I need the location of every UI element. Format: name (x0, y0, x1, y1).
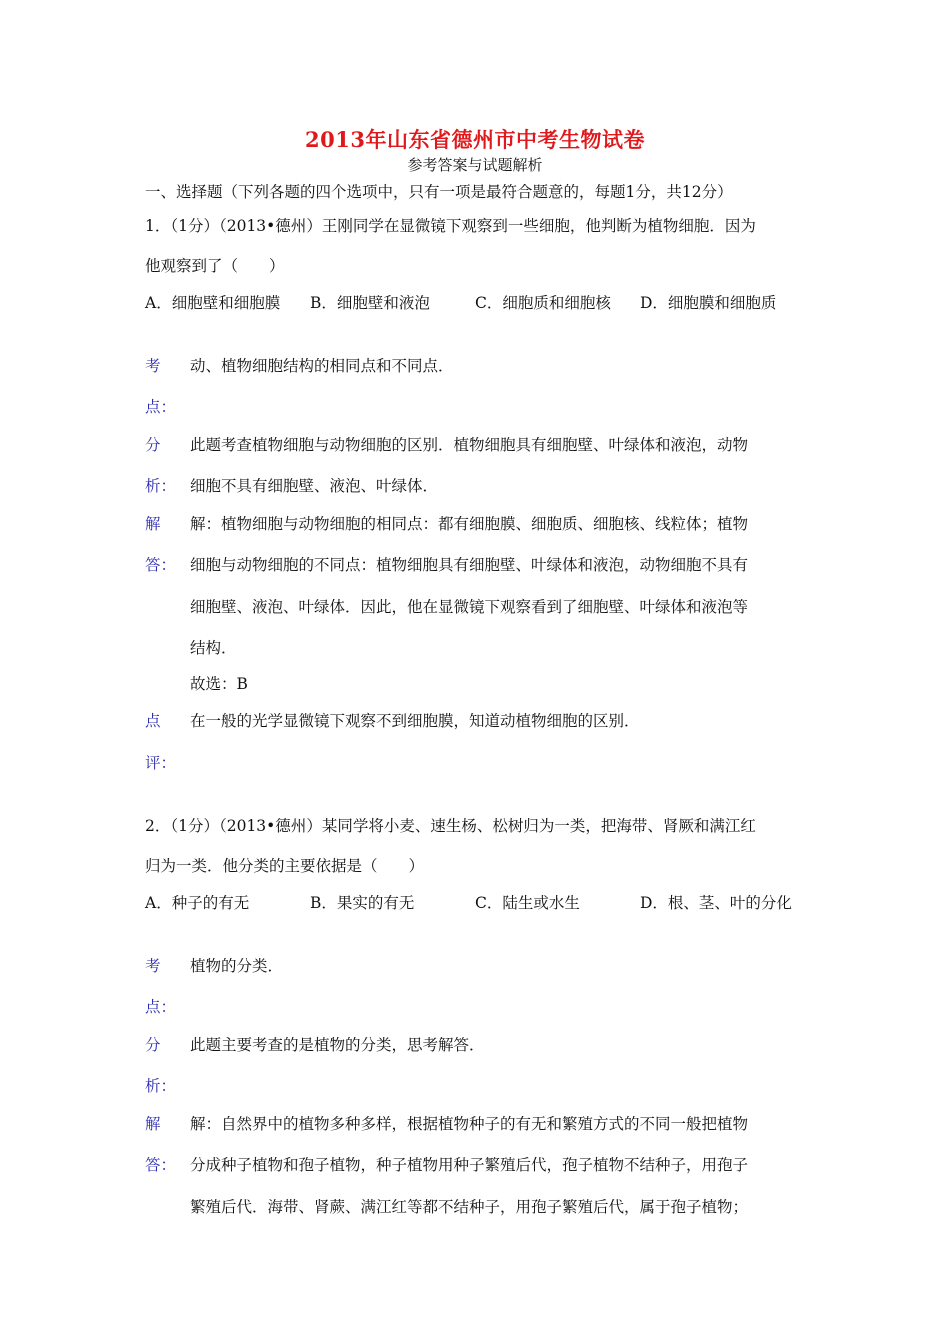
q1-option-a: A．细胞壁和细胞膜 (145, 294, 281, 312)
q2-option-b: B．果实的有无 (310, 894, 415, 912)
q2-jieda-line3: 繁殖后代．海带、肾蕨、满江红等都不结种子，用孢子繁殖后代，属于孢子植物； (190, 1198, 749, 1216)
q2-option-a: A．种子的有无 (145, 894, 250, 912)
q2-jieda-label-1: 解 (145, 1115, 161, 1133)
q1-option-d: D．细胞膜和细胞质 (640, 294, 777, 312)
q2-jieda-label-2: 答： (145, 1156, 177, 1174)
q1-stem-line2: 他观察到了（ ） (145, 257, 285, 275)
q2-fenxi-label-2: 析： (145, 1077, 177, 1095)
q2-kaodian-label-1: 考 (145, 957, 161, 975)
q1-fenxi-line1: 此题考查植物细胞与动物细胞的区别．植物细胞具有细胞壁、叶绿体和液泡，动物 (190, 436, 749, 454)
q2-jieda-line1: 解：自然界中的植物多种多样，根据植物种子的有无和繁殖方式的不同一般把植物 (190, 1115, 749, 1133)
q2-kaodian: 植物的分类． (190, 957, 284, 975)
q2-option-d: D．根、茎、叶的分化 (640, 894, 792, 912)
q2-fenxi-label-1: 分 (145, 1036, 161, 1054)
q1-option-b: B．细胞壁和液泡 (310, 294, 430, 312)
q1-jieda-label-1: 解 (145, 515, 161, 533)
q1-fenxi-label-1: 分 (145, 436, 161, 454)
document-title: 2013年山东省德州市中考生物试卷 (305, 127, 645, 152)
q1-jieda-label-2: 答： (145, 556, 177, 574)
q2-kaodian-label-2: 点： (145, 998, 177, 1016)
q1-dianping: 在一般的光学显微镜下观察不到细胞膜，知道动植物细胞的区别． (190, 712, 640, 730)
q1-stem-line1: 1．（1分）（2013•德州）王刚同学在显微镜下观察到一些细胞，他判断为植物细胞．因为 (145, 217, 756, 235)
q1-kaodian-label-1: 考 (145, 357, 161, 375)
q1-dianping-label-2: 评： (145, 754, 177, 772)
q1-jieda-line4: 结构． (190, 639, 237, 657)
q1-jieda-line3: 细胞壁、液泡、叶绿体．因此，他在显微镜下观察看到了细胞壁、叶绿体和液泡等 (190, 598, 749, 616)
document-subtitle: 参考答案与试题解析 (407, 156, 543, 174)
q1-fenxi-label-2: 析： (145, 477, 177, 495)
q2-stem-line1: 2．（1分）（2013•德州）某同学将小麦、速生杨、松树归为一类，把海带、肾厥和满江红 (145, 817, 756, 835)
q2-option-c: C．陆生或水生 (475, 894, 580, 912)
q1-option-c: C．细胞质和细胞核 (475, 294, 611, 312)
q2-stem-line2: 归为一类．他分类的主要依据是（ ） (145, 857, 425, 875)
q2-jieda-line2: 分成种子植物和孢子植物，种子植物用种子繁殖后代，孢子植物不结种子，用孢子 (190, 1156, 749, 1174)
q1-fenxi-line2: 细胞不具有细胞壁、液泡、叶绿体． (190, 477, 439, 495)
q1-dianping-label-1: 点 (145, 712, 161, 730)
q1-jieda-answer: 故选：B (190, 675, 248, 693)
q1-jieda-line1: 解：植物细胞与动物细胞的相同点：都有细胞膜、细胞质、细胞核、线粒体；植物 (190, 515, 749, 533)
q1-kaodian-label-2: 点： (145, 398, 177, 416)
q1-kaodian: 动、植物细胞结构的相同点和不同点． (190, 357, 454, 375)
section-heading: 一、选择题（下列各题的四个选项中，只有一项是最符合题意的，每题1分，共12分） (145, 183, 733, 201)
q1-jieda-line2: 细胞与动物细胞的不同点：植物细胞具有细胞壁、叶绿体和液泡，动物细胞不具有 (190, 556, 749, 574)
q2-fenxi-line1: 此题主要考查的是植物的分类，思考解答． (190, 1036, 485, 1054)
